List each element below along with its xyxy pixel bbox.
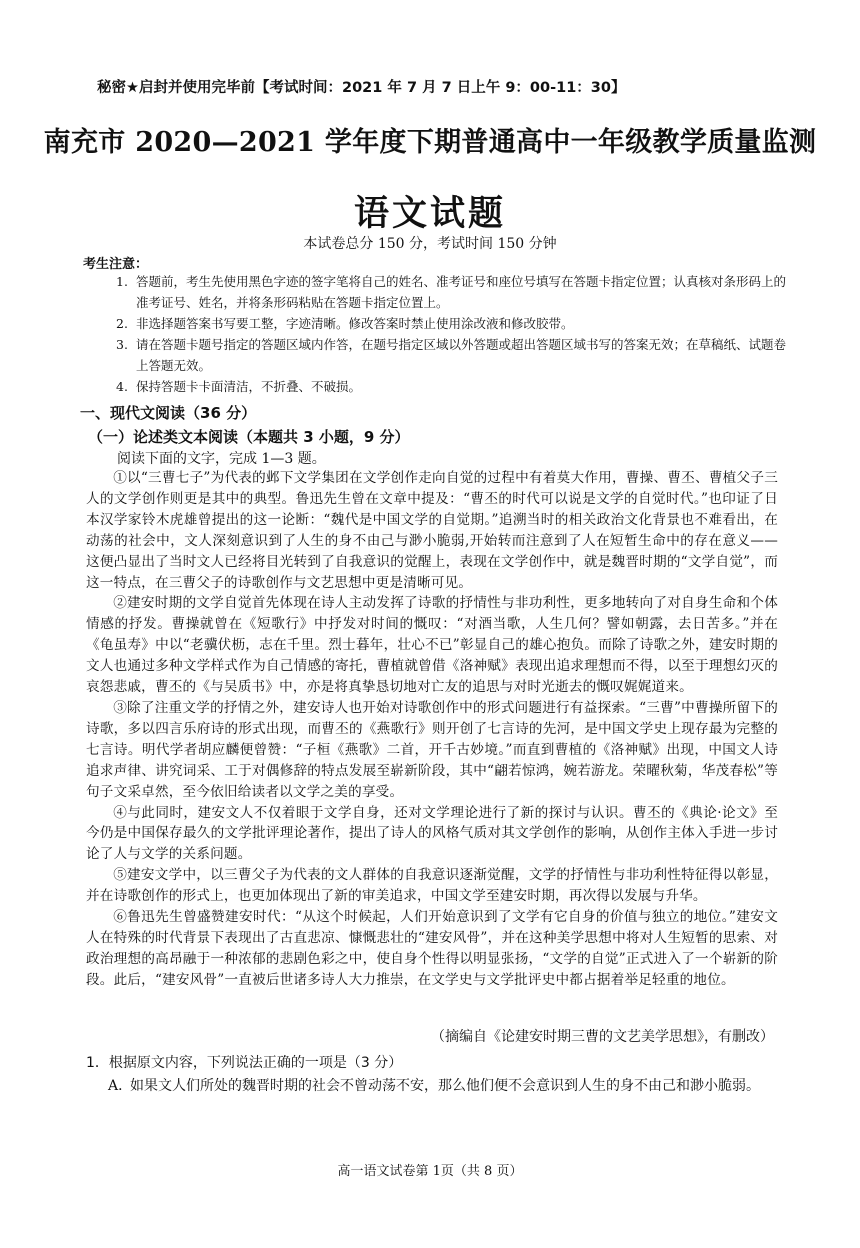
notice-text: 答题前，考生先使用黑色字迹的签字笔将自己的姓名、准考证号和座位号填写在答题卡指定位置；认真核对条形码上的准考证号、姓名，并将条形码粘贴在答题卡指定位置上。: [136, 274, 787, 310]
passage-paragraph: ⑤建安文学中，以三曹父子为代表的文人群体的自我意识逐渐觉醒，文学的抒情性与非功利性特征得以彰显，并在诗歌创作的形式上，也更加体现出了新的审美追求，中国文学至建安时期，再次得以发展与升华。: [86, 867, 778, 905]
notice-number: 3.: [116, 337, 128, 352]
notice-item: [116, 271, 786, 313]
exam-title: 南充市 2020—2021 学年度下期普通高中一年级教学质量监测: [43, 127, 817, 158]
reading-instruction: 阅读下面的文字，完成 1—3 题。: [117, 451, 326, 467]
question-stem: 1．根据原文内容，下列说法正确的一项是（3 分）: [86, 1055, 403, 1071]
notice-number: 2.: [116, 316, 128, 331]
option-label: A．: [108, 1078, 133, 1094]
notice-text: 请在答题卡题号指定的答题区域内作答，在题号指定区域以外答题或超出答题区域书写的答案无效；在草稿纸、试题卷上答题无效。: [136, 337, 787, 373]
notice-text: 保持答题卡卡面清洁，不折叠、不破损。: [136, 379, 362, 394]
passage-paragraph: ①以“三曹七子”为代表的邺下文学集团在文学创作走向自觉的过程中有着莫大作用，曹操、曹丕、曹植父子三人的文学创作则更是其中的典型。鲁迅先生曾在文章中提及：“曹丕的时代可以说是文学的自觉时代。”也印证了日本汉学家铃木虎雄曾提出的这一论断：“魏代是中国文学的自觉期。”追溯当时的相关政治文化背景也不难看出，在动荡的社会中，文人深刻意识到了人生的身不由己与渺小脆弱,开始转而注意到了人在短暂生命中的存在意义——这便凸显出了当时文人已经将目光转到了自我意识的觉醒上，表现在文学创作中，就是魏晋时期的“文学自觉”，而这一特点，在三曹父子的诗歌创作与文艺思想中更是清晰可见。: [86, 470, 778, 591]
score-time-line: 本试卷总分 150 分，考试时间 150 分钟: [303, 236, 557, 252]
notice-heading: 考生注意：: [83, 257, 149, 272]
secret-line: 秘密★启封并使用完毕前【考试时间：2021 年 7 月 7 日上午 9：00-11：30】: [97, 80, 626, 96]
answer-option: [108, 1075, 780, 1097]
notice-item: [116, 334, 786, 376]
notice-item: [116, 313, 786, 334]
page-footer: 高一语文试卷第 1页（共 8 页）: [337, 1164, 523, 1179]
notice-number: 4.: [116, 379, 128, 394]
notice-text: 非选择题答案书写要工整，字迹清晰。修改答案时禁止使用涂改液和修改胶带。: [136, 316, 574, 331]
reading-passage: [86, 468, 778, 991]
notice-list: [116, 271, 786, 397]
subsection-heading: （一）论述类文本阅读（本题共 3 小题，9 分）: [88, 428, 410, 446]
section-heading: 一、现代文阅读（36 分）: [80, 404, 257, 422]
passage-paragraph: ③除了注重文学的抒情之外，建安诗人也开始对诗歌创作中的形式问题进行有益探索。“三曹”中曹操所留下的诗歌，多以四言乐府诗的形式出现，而曹丕的《燕歌行》则开创了七言诗的先河，是中国文学史上现存最为完整的七言诗。明代学者胡应麟便曾赞：“子桓《燕歌》二首，开千古妙境。”而直到曹植的《洛神赋》出现，中国文人诗追求声律、讲究词采、工于对偶修辞的特点发展至崭新阶段，其中“翩若惊鸿，婉若游龙。荣曜秋菊，华茂春松”等句子文采卓然，至今依旧给读者以文学之美的享受。: [86, 699, 778, 800]
passage-paragraph: ⑥鲁迅先生曾盛赞建安时代：“从这个时候起，人们开始意识到了文学有它自身的价值与独立的地位。”建安文人在特殊的时代背景下表现出了古直悲凉、慷慨悲壮的“建安风骨”，并在这种美学思想中将对人生短暂的思索、对政治理想的高昂融于一种浓郁的悲剧色彩之中，使自身个性得以明显张扬，“文学的自觉”正式进入了一个崭新的阶段。此后，“建安风骨”一直被后世诸多诗人大力推崇，在文学史与文学批评史中都占据着举足轻重的地位。: [86, 909, 778, 988]
notice-number: 1.: [116, 274, 128, 289]
passage-paragraph: ④与此同时，建安文人不仅着眼于文学自身，还对文学理论进行了新的探讨与认识。曹丕的《典论·论文》至今仍是中国保存最久的文学批评理论著作，提出了诗人的风格气质对其文学创作的影响，从创作主体入手进一步讨论了人与文学的关系问题。: [86, 804, 778, 863]
notice-item: [116, 376, 786, 397]
passage-paragraph: ②建安时期的文学自觉首先体现在诗人主动发挥了诗歌的抒情性与非功利性，更多地转向了对自身生命和个体情感的抒发。曹操就曾在《短歌行》中抒发对时间的慨叹：“对酒当歌，人生几何？譬如朝露，去日苦多。”并在《龟虽寿》中以“老骥伏枥，志在千里。烈士暮年，壮心不已”彰显自己的雄心抱负。而除了诗歌之外，建安时期的文人也通过多种文学样式作为自己情感的寄托，曹植就曾借《洛神赋》表现出追求理想而不得，以至于理想幻灭的哀怨悲戚，曹丕的《与吴质书》中，亦是将真挚恳切地对亡友的追思与对时光逝去的慨叹娓娓道来。: [86, 595, 778, 696]
option-text: 如果文人们所处的魏晋时期的社会不曾动荡不安，那么他们便不会意识到人生的身不由己和渺小脆弱。: [130, 1078, 760, 1094]
subject-title: 语文试题: [353, 194, 506, 234]
passage-source: （摘编自《论建安时期三曹的文艺美学思想》，有删改）: [431, 1029, 774, 1045]
